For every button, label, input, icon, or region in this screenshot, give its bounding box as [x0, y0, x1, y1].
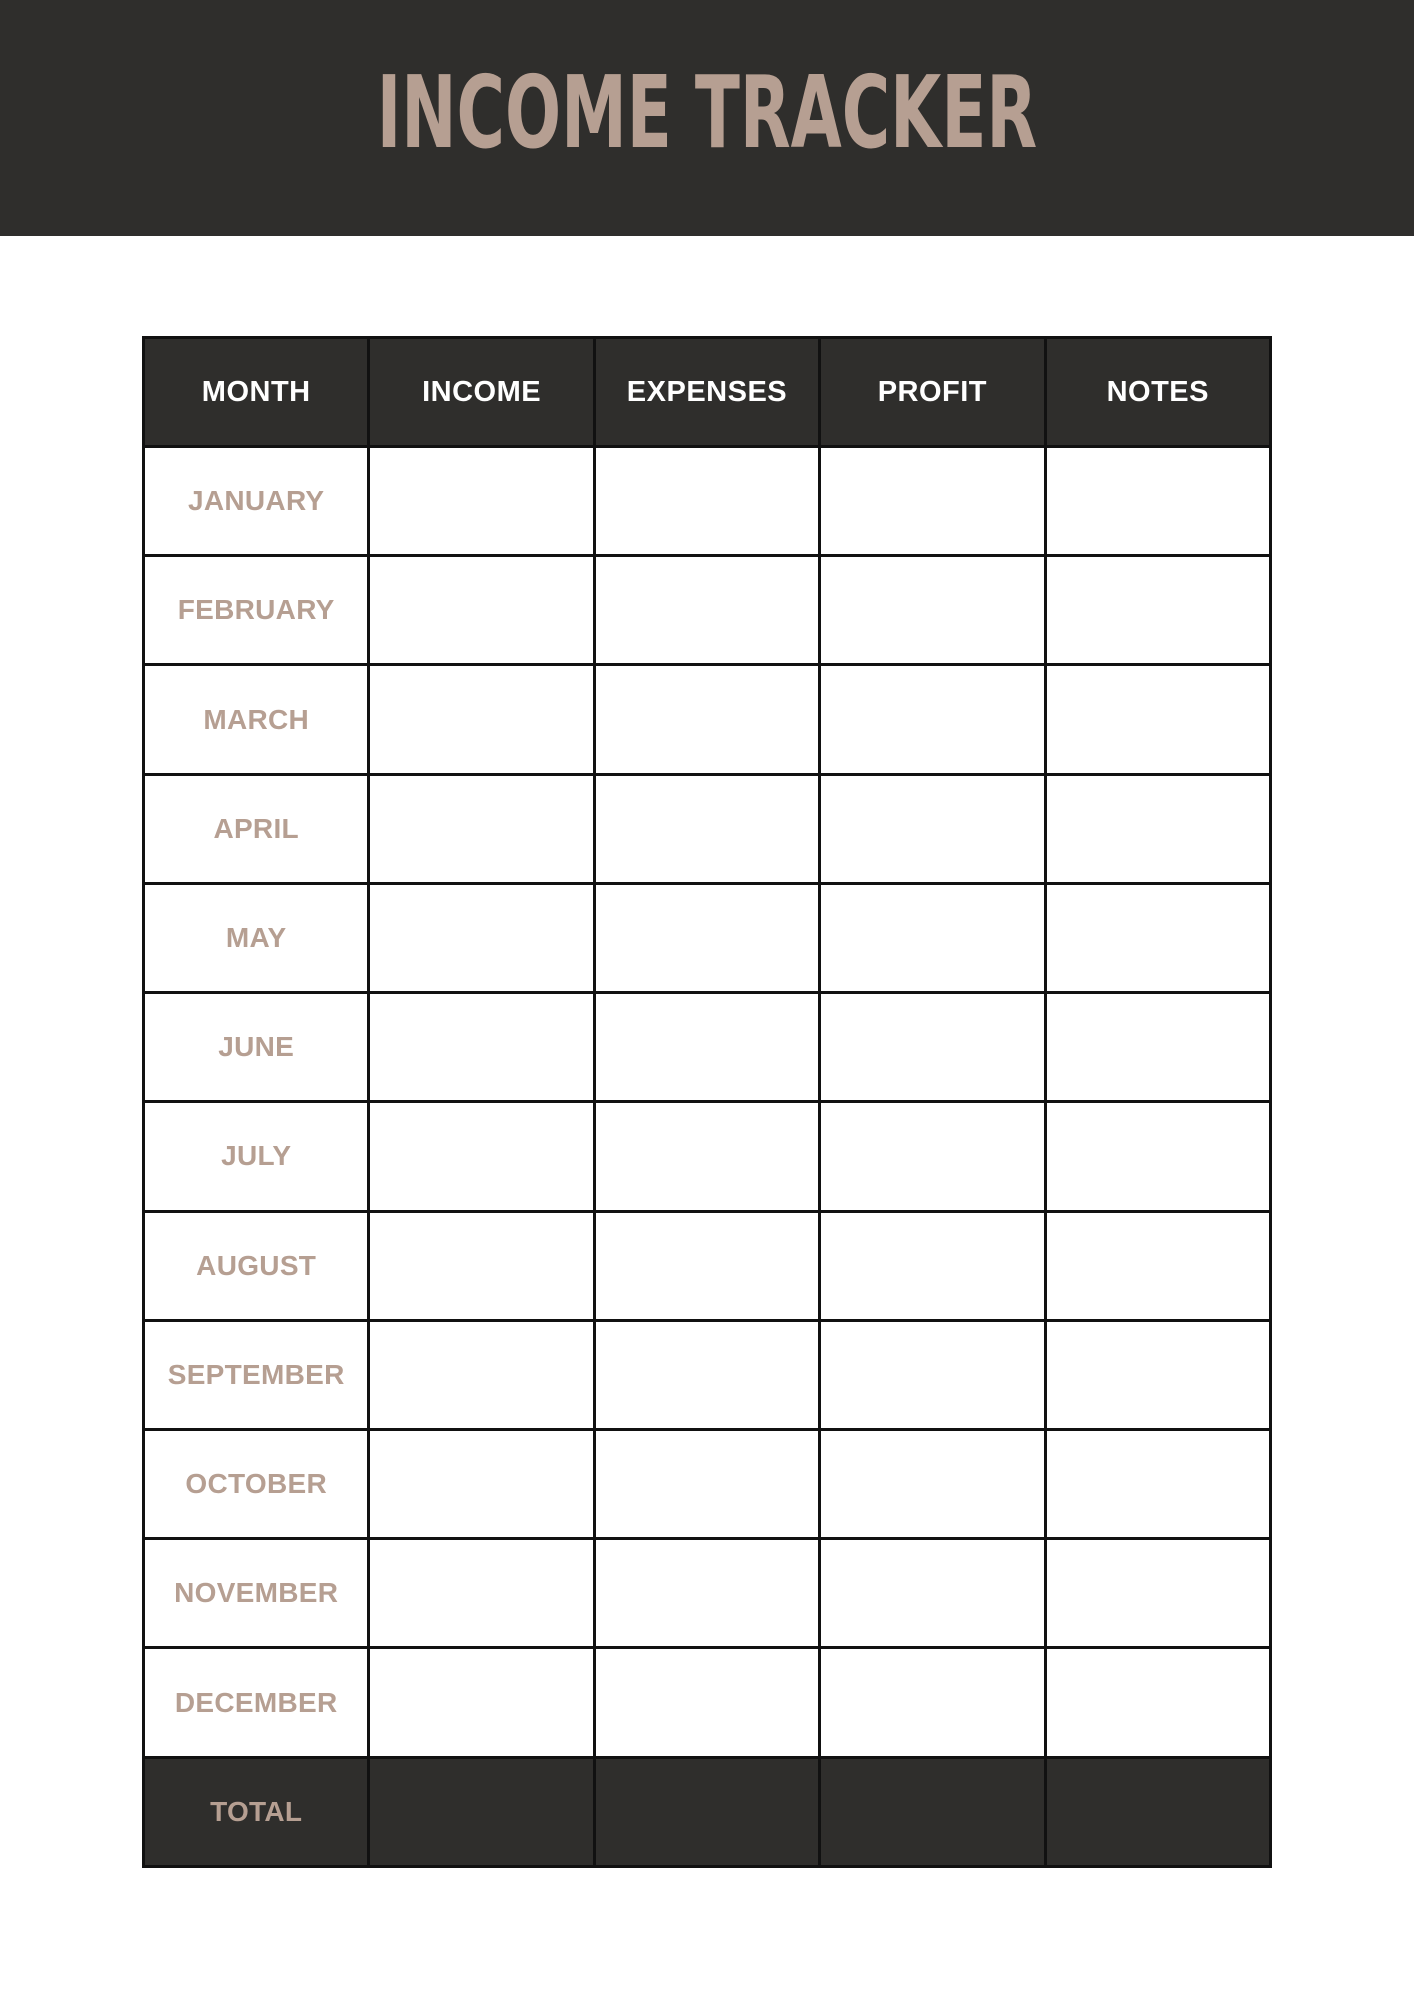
table-row — [144, 665, 1271, 774]
notes-cell[interactable] — [1045, 1539, 1270, 1648]
notes-cell[interactable] — [1045, 1102, 1270, 1211]
notes-cell[interactable] — [1045, 447, 1270, 556]
header-income: INCOME — [369, 338, 594, 447]
month-label: APRIL — [144, 774, 369, 883]
month-label: MAY — [144, 883, 369, 992]
income-cell[interactable] — [369, 774, 594, 883]
table-header-row — [144, 338, 1271, 447]
notes-cell[interactable] — [1045, 993, 1270, 1102]
profit-cell[interactable] — [820, 883, 1045, 992]
month-label: NOVEMBER — [144, 1539, 369, 1648]
income-cell[interactable] — [369, 1648, 594, 1757]
profit-cell[interactable] — [820, 993, 1045, 1102]
profit-cell[interactable] — [820, 1648, 1045, 1757]
table-row — [144, 1102, 1271, 1211]
expenses-cell[interactable] — [594, 1211, 819, 1320]
total-expenses-cell[interactable] — [594, 1757, 819, 1866]
expenses-cell[interactable] — [594, 883, 819, 992]
month-label: OCTOBER — [144, 1429, 369, 1538]
month-label: JUNE — [144, 993, 369, 1102]
expenses-cell[interactable] — [594, 447, 819, 556]
table-row — [144, 1429, 1271, 1538]
profit-cell[interactable] — [820, 447, 1045, 556]
table-row — [144, 556, 1271, 665]
month-label: MARCH — [144, 665, 369, 774]
page-title: INCOME TRACKER — [376, 53, 1038, 171]
expenses-cell[interactable] — [594, 1429, 819, 1538]
profit-cell[interactable] — [820, 1102, 1045, 1211]
income-cell[interactable] — [369, 447, 594, 556]
total-income-cell[interactable] — [369, 1757, 594, 1866]
notes-cell[interactable] — [1045, 883, 1270, 992]
header-expenses: EXPENSES — [594, 338, 819, 447]
header-month: MONTH — [144, 338, 369, 447]
expenses-cell[interactable] — [594, 665, 819, 774]
month-label: DECEMBER — [144, 1648, 369, 1757]
income-cell[interactable] — [369, 1102, 594, 1211]
notes-cell[interactable] — [1045, 556, 1270, 665]
notes-cell[interactable] — [1045, 774, 1270, 883]
profit-cell[interactable] — [820, 1429, 1045, 1538]
profit-cell[interactable] — [820, 665, 1045, 774]
table-row — [144, 447, 1271, 556]
notes-cell[interactable] — [1045, 1320, 1270, 1429]
total-notes-cell[interactable] — [1045, 1757, 1270, 1866]
income-cell[interactable] — [369, 556, 594, 665]
notes-cell[interactable] — [1045, 1211, 1270, 1320]
month-label: SEPTEMBER — [144, 1320, 369, 1429]
income-tracker-table — [142, 336, 1272, 1868]
income-cell[interactable] — [369, 883, 594, 992]
income-cell[interactable] — [369, 1211, 594, 1320]
notes-cell[interactable] — [1045, 1429, 1270, 1538]
table-row — [144, 1539, 1271, 1648]
profit-cell[interactable] — [820, 1211, 1045, 1320]
expenses-cell[interactable] — [594, 1320, 819, 1429]
month-label: JULY — [144, 1102, 369, 1211]
income-cell[interactable] — [369, 1320, 594, 1429]
table-row — [144, 1648, 1271, 1757]
table-row — [144, 883, 1271, 992]
table-row — [144, 1211, 1271, 1320]
income-cell[interactable] — [369, 1429, 594, 1538]
profit-cell[interactable] — [820, 556, 1045, 665]
header-notes: NOTES — [1045, 338, 1270, 447]
total-row — [144, 1757, 1271, 1866]
notes-cell[interactable] — [1045, 1648, 1270, 1757]
income-cell[interactable] — [369, 1539, 594, 1648]
table-row — [144, 774, 1271, 883]
month-label: JANUARY — [144, 447, 369, 556]
income-cell[interactable] — [369, 665, 594, 774]
income-cell[interactable] — [369, 993, 594, 1102]
expenses-cell[interactable] — [594, 993, 819, 1102]
expenses-cell[interactable] — [594, 1648, 819, 1757]
profit-cell[interactable] — [820, 1539, 1045, 1648]
total-label: TOTAL — [144, 1757, 369, 1866]
table-row — [144, 1320, 1271, 1429]
expenses-cell[interactable] — [594, 1102, 819, 1211]
profit-cell[interactable] — [820, 1320, 1045, 1429]
expenses-cell[interactable] — [594, 556, 819, 665]
month-label: FEBRUARY — [144, 556, 369, 665]
profit-cell[interactable] — [820, 774, 1045, 883]
total-profit-cell[interactable] — [820, 1757, 1045, 1866]
expenses-cell[interactable] — [594, 774, 819, 883]
expenses-cell[interactable] — [594, 1539, 819, 1648]
month-label: AUGUST — [144, 1211, 369, 1320]
header-profit: PROFIT — [820, 338, 1045, 447]
table-row — [144, 993, 1271, 1102]
notes-cell[interactable] — [1045, 665, 1270, 774]
